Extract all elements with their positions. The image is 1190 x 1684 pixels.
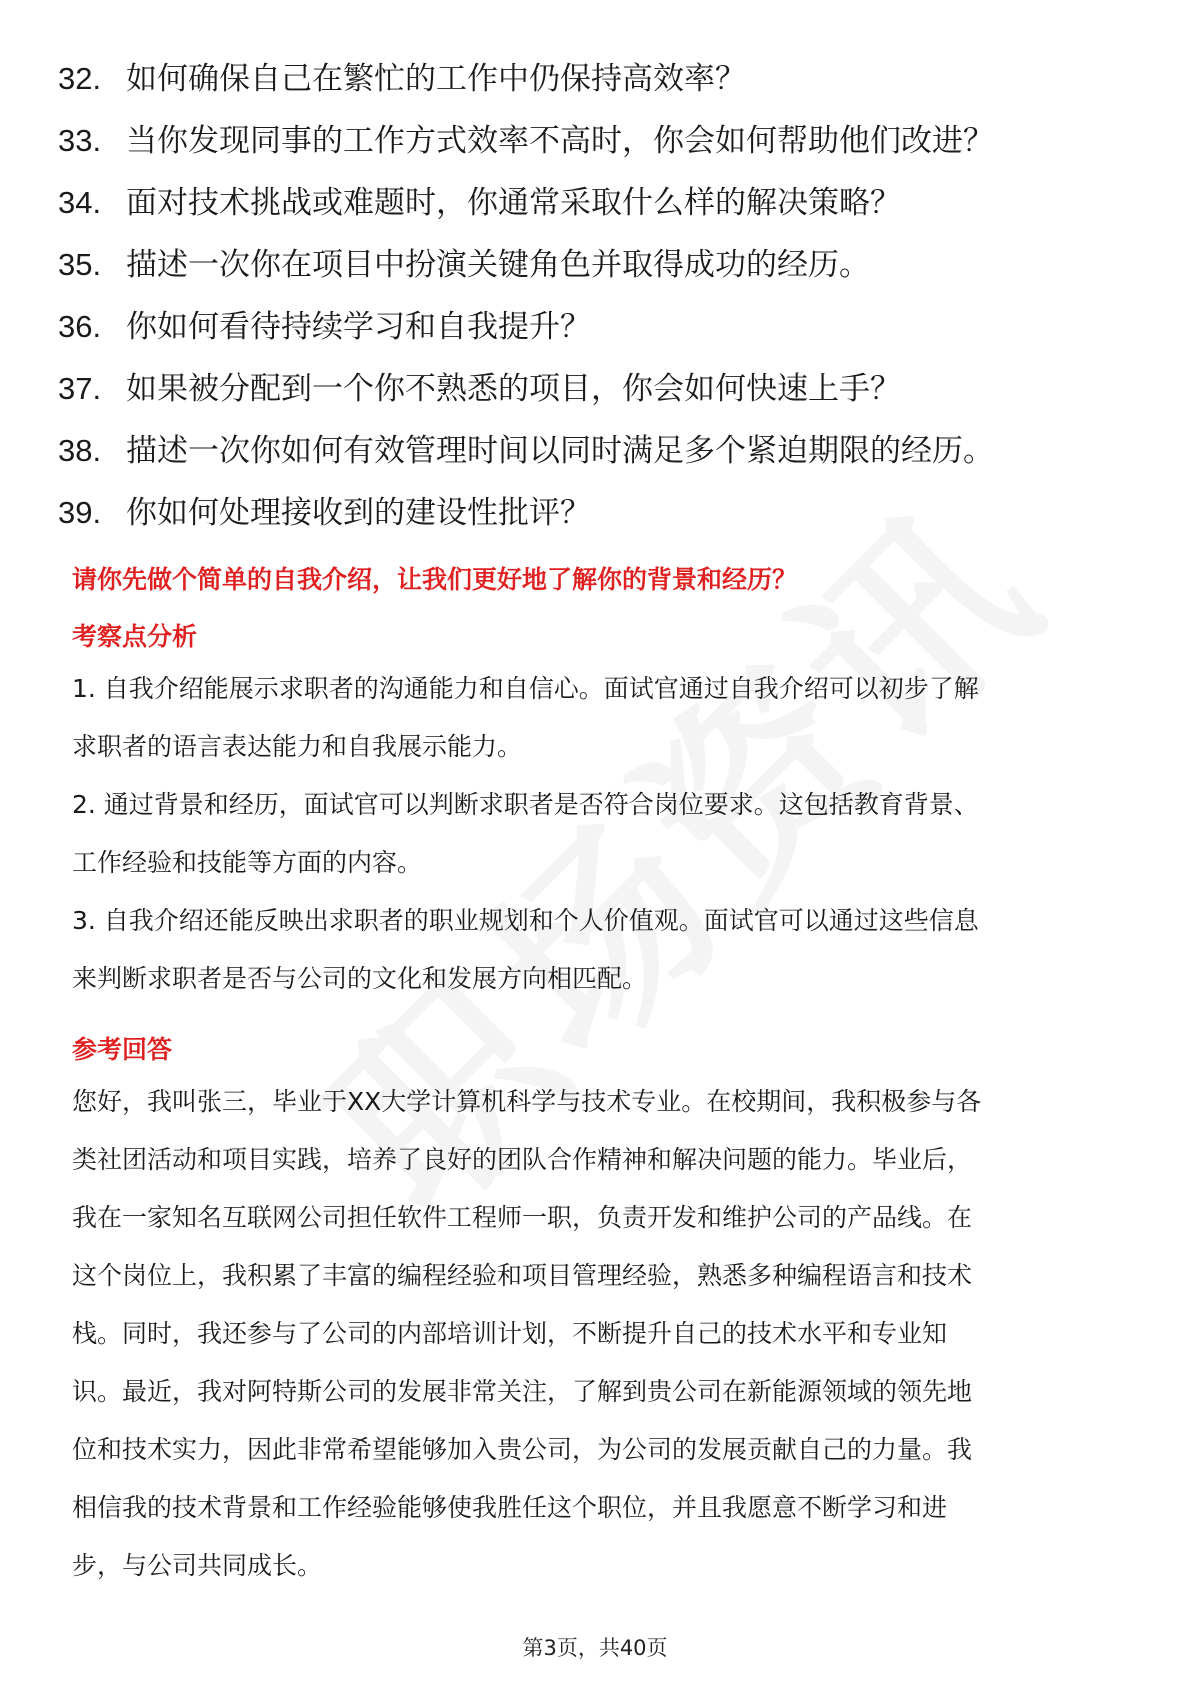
question-text: 如何确保自己在繁忙的工作中仍保持高效率？: [126, 61, 746, 97]
question-text: 当你发现同事的工作方式效率不高时，你会如何帮助他们改进？: [126, 123, 994, 159]
question-number: 34.: [58, 185, 102, 220]
section-question-heading: 请你先做个简单的自我介绍，让我们更好地了解你的背景和经历？: [72, 565, 798, 594]
list-item: [58, 110, 1138, 172]
question-text: 描述一次你如何有效管理时间以同时满足多个紧迫期限的经历。: [126, 433, 994, 469]
question-number: 35.: [58, 247, 102, 282]
answer-line: 识。最近，我对阿特斯公司的发展非常关注，了解到贵公司在新能源领域的领先地: [72, 1377, 973, 1406]
list-item: [58, 358, 1138, 420]
analysis-line: 求职者的语言表达能力和自我展示能力。: [72, 732, 523, 761]
question-number: 36.: [58, 309, 102, 344]
analysis-line: 1. 自我介绍能展示求职者的沟通能力和自信心。面试官通过自我介绍可以初步了解: [72, 674, 979, 703]
question-list: [58, 48, 1138, 544]
analysis-line: 工作经验和技能等方面的内容。: [72, 848, 423, 877]
analysis-line: 2. 通过背景和经历，面试官可以判断求职者是否符合岗位要求。这包括教育背景、: [72, 790, 979, 819]
answer-line: 步，与公司共同成长。: [72, 1551, 323, 1580]
list-item: [58, 296, 1138, 358]
question-text: 面对技术挑战或难题时，你通常采取什么样的解决策略？: [126, 185, 901, 221]
question-number: 37.: [58, 371, 102, 406]
list-item: [58, 48, 1138, 110]
answer-heading: 参考回答: [72, 1035, 173, 1064]
question-text: 你如何处理接收到的建设性批评？: [126, 495, 591, 531]
question-text: 描述一次你在项目中扮演关键角色并取得成功的经历。: [126, 247, 870, 283]
question-text: 你如何看待持续学习和自我提升？: [126, 309, 591, 345]
answer-line: 相信我的技术背景和工作经验能够使我胜任这个职位，并且我愿意不断学习和进: [72, 1493, 948, 1522]
analysis-line: 3. 自我介绍还能反映出求职者的职业规划和个人价值观。面试官可以通过这些信息: [72, 906, 979, 935]
question-text: 如果被分配到一个你不熟悉的项目，你会如何快速上手？: [126, 371, 901, 407]
question-number: 38.: [58, 433, 102, 468]
list-item: [58, 420, 1138, 482]
analysis-heading: 考察点分析: [72, 622, 198, 651]
answer-line: 位和技术实力，因此非常希望能够加入贵公司，为公司的发展贡献自己的力量。我: [72, 1435, 973, 1464]
answer-line: 类社团活动和项目实践，培养了良好的团队合作精神和解决问题的能力。毕业后，: [72, 1145, 973, 1174]
answer-line: 栈。同时，我还参与了公司的内部培训计划，不断提升自己的技术水平和专业知: [72, 1319, 948, 1348]
answer-body: [72, 1073, 1132, 1595]
question-number: 33.: [58, 123, 102, 158]
answer-line: 我在一家知名互联网公司担任软件工程师一职，负责开发和维护公司的产品线。在: [72, 1203, 973, 1232]
answer-line: 这个岗位上，我积累了丰富的编程经验和项目管理经验，熟悉多种编程语言和技术: [72, 1261, 973, 1290]
question-number: 39.: [58, 495, 102, 530]
analysis-body: [72, 660, 1132, 1008]
list-item: [58, 482, 1138, 544]
page-footer: 第3页，共40页: [522, 1636, 668, 1660]
answer-line: 您好，我叫张三，毕业于XX大学计算机科学与技术专业。在校期间，我积极参与各: [72, 1087, 982, 1116]
analysis-line: 来判断求职者是否与公司的文化和发展方向相匹配。: [72, 964, 648, 993]
list-item: [58, 234, 1138, 296]
list-item: [58, 172, 1138, 234]
question-number: 32.: [58, 61, 102, 96]
